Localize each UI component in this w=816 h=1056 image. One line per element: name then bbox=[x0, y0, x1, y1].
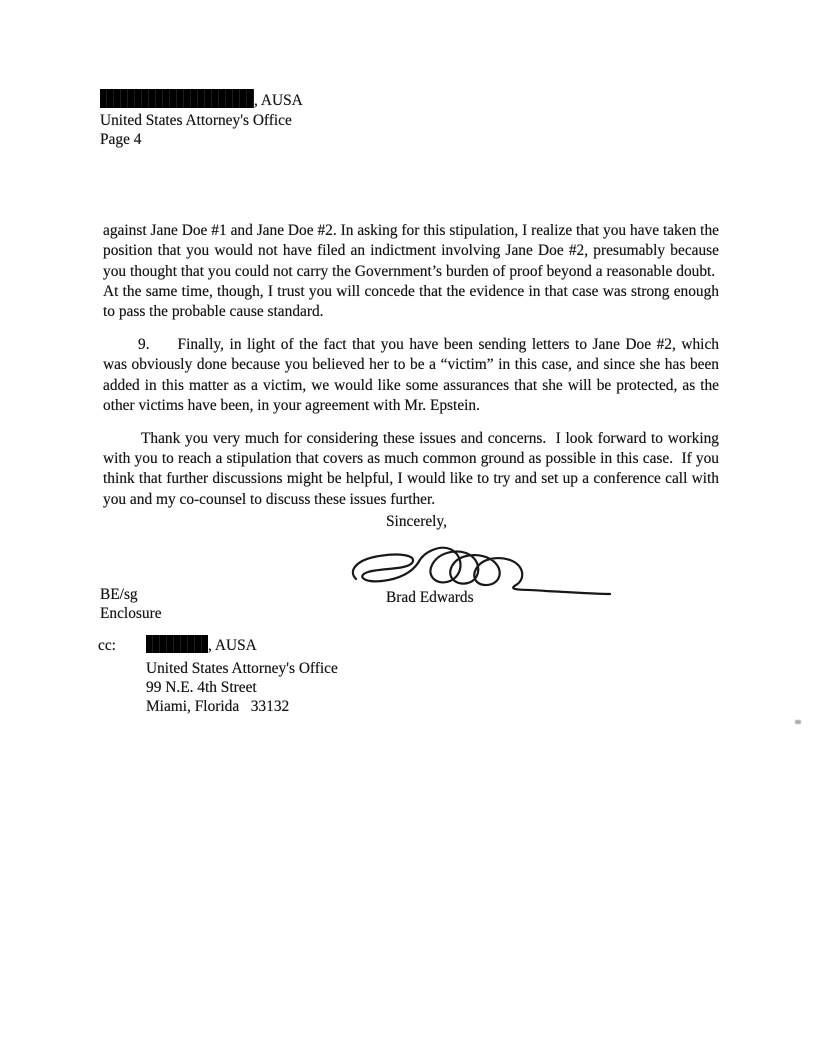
header-office-line: United States Attorney's Office bbox=[100, 111, 292, 129]
cc-label: cc: bbox=[98, 637, 116, 654]
closing-salutation: Sincerely, bbox=[386, 513, 447, 530]
paragraph-item-9 bbox=[103, 335, 719, 416]
header-ausa-suffix: , AUSA bbox=[254, 92, 303, 109]
cc-ausa-suffix: , AUSA bbox=[208, 637, 257, 654]
enclosure-note: Enclosure bbox=[100, 605, 162, 622]
scan-artifact-speck bbox=[795, 720, 801, 724]
typist-initials: BE/sg bbox=[100, 586, 138, 603]
letter-header bbox=[100, 89, 303, 150]
signer-name: Brad Edwards bbox=[386, 589, 474, 606]
cc-street-line: 99 N.E. 4th Street bbox=[146, 679, 257, 696]
redacted-cc-name-bar bbox=[146, 635, 208, 653]
cc-city-line: Miami, Florida 33132 bbox=[146, 698, 290, 715]
letter-body bbox=[103, 221, 719, 522]
paragraph-9-text: Finally, in light of the fact that you have been sending letters to Jane Doe #2, which was obviously done because you believed her to be a “victim” in this case, and since she has been added in this matter as a victim, we would like some assurances that she will be protected, as the other victims have been, in your agreement with Mr. Epstein. bbox=[103, 335, 719, 414]
header-line-recipient bbox=[100, 89, 303, 111]
paragraph-9-number: 9. bbox=[138, 335, 150, 353]
paragraph-continuation: against Jane Doe #1 and Jane Doe #2. In asking for this stipulation, I realize that you have taken the position that you would not have filed an indictment involving Jane Doe #2, presumably because you thought that you could not carry the Government’s burden of proof beyond a reasonable doubt. At the same time, though, I trust you will concede that the evidence in that case was strong enough to pass the probable cause standard. bbox=[103, 222, 719, 321]
page-number: Page 4 bbox=[100, 131, 142, 148]
cc-line-name bbox=[98, 635, 257, 655]
cc-office-line: United States Attorney's Office bbox=[146, 660, 338, 677]
paragraph-closing: Thank you very much for considering these issues and concerns. I look forward to working with you to reach a stipulation that covers as much common ground as possible in this case. If you think that further discussions might be helpful, I would like to try and set up a conference call with you and my co-counsel to discuss these issues further. bbox=[103, 429, 719, 508]
redacted-name-bar bbox=[100, 89, 254, 108]
